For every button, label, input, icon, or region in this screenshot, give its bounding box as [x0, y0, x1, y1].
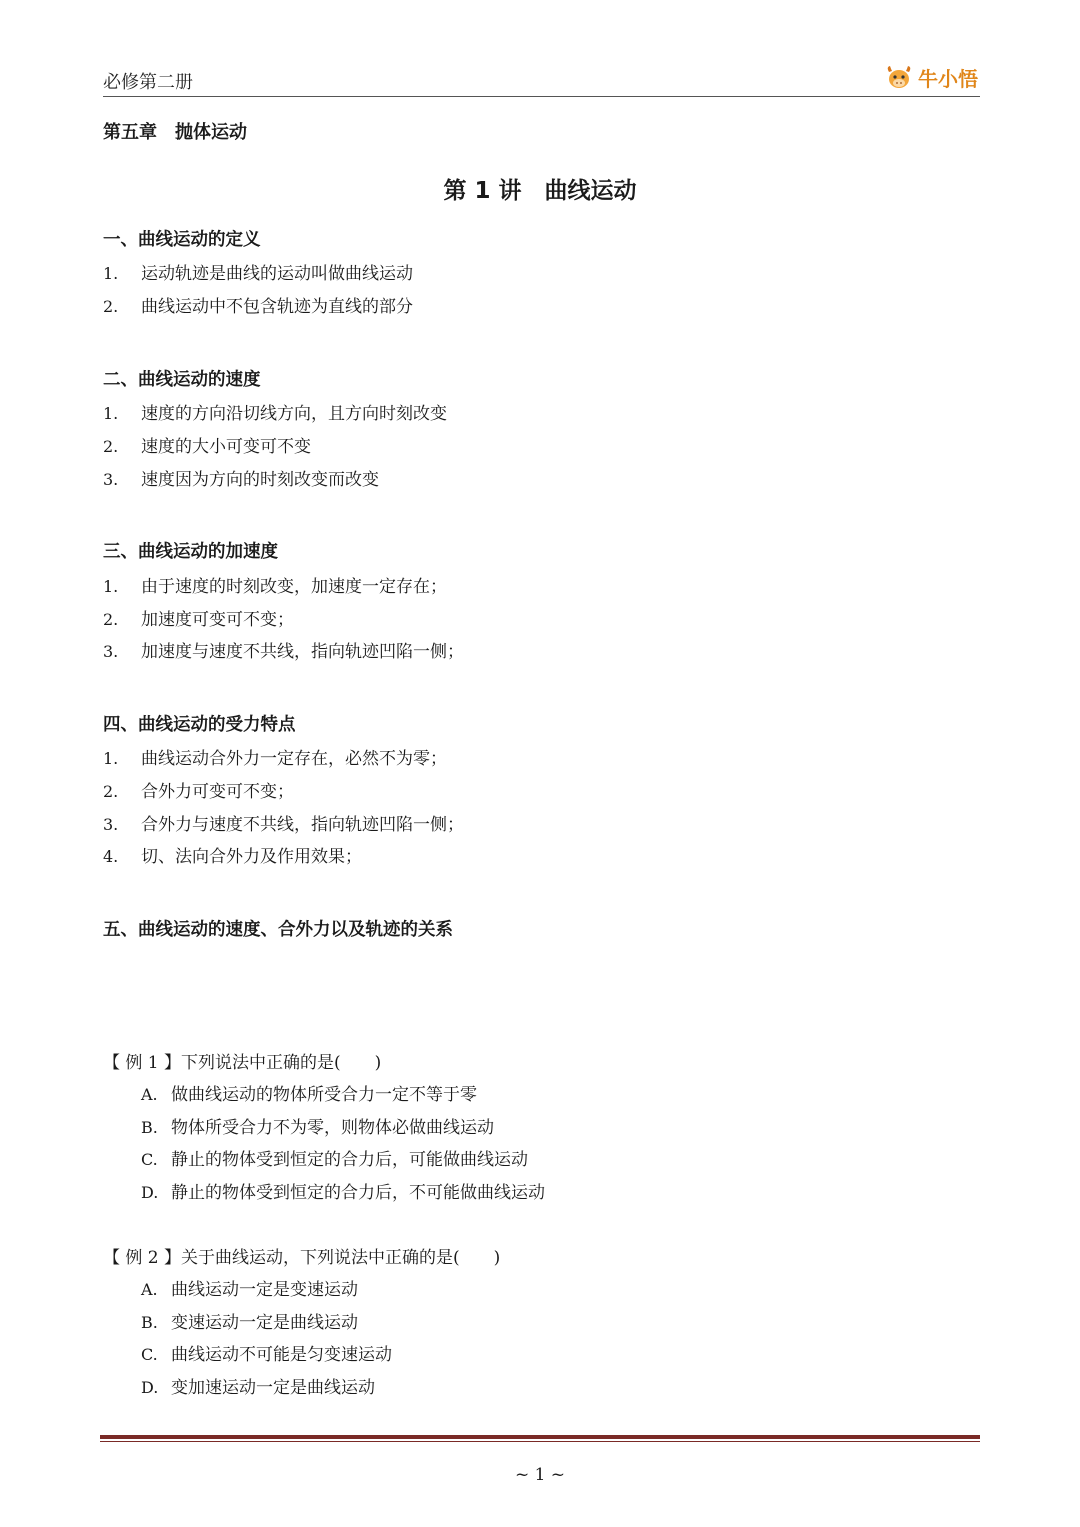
- list-item-number: 1.: [103, 577, 119, 596]
- list-item-number: 3.: [103, 815, 119, 834]
- list-item: [103, 402, 447, 426]
- header-book-title: 必修第二册: [103, 72, 193, 93]
- option-text: 静止的物体受到恒定的合力后，可能做曲线运动: [171, 1150, 528, 1170]
- answer-option: [141, 1083, 477, 1107]
- list-item-text: 速度的大小可变可不变: [141, 437, 311, 457]
- example-question: 【 例 2 】关于曲线运动，下列说法中正确的是( ): [103, 1248, 501, 1268]
- list-item: [103, 845, 362, 869]
- answer-option: [141, 1278, 358, 1302]
- answer-option: [141, 1116, 494, 1140]
- list-item: [103, 747, 447, 771]
- list-item-text: 曲线运动中不包含轨迹为直线的部分: [141, 297, 413, 317]
- list-item-text: 合外力可变可不变；: [141, 782, 294, 802]
- list-item-text: 加速度与速度不共线，指向轨迹凹陷一侧；: [141, 642, 464, 662]
- option-letter: D.: [141, 1183, 159, 1202]
- lecture-title: 第 1 讲 曲线运动: [443, 178, 637, 204]
- option-text: 做曲线运动的物体所受合力一定不等于零: [171, 1085, 477, 1105]
- list-item-number: 4.: [103, 847, 119, 866]
- cow-mascot-icon: [884, 63, 914, 91]
- list-item-number: 2.: [103, 782, 119, 801]
- list-item-text: 速度因为方向的时刻改变而改变: [141, 470, 379, 490]
- list-item-number: 2.: [103, 610, 119, 629]
- list-item: [103, 575, 447, 599]
- option-text: 变速运动一定是曲线运动: [171, 1313, 358, 1333]
- option-text: 变加速运动一定是曲线运动: [171, 1378, 375, 1398]
- brand-logo-text: 牛小悟: [918, 66, 978, 91]
- answer-option: [141, 1181, 545, 1205]
- section-heading: 二、曲线运动的速度: [103, 370, 261, 390]
- list-item-text: 合外力与速度不共线，指向轨迹凹陷一侧；: [141, 815, 464, 835]
- section-heading: 一、曲线运动的定义: [103, 230, 261, 250]
- list-item-number: 2.: [103, 437, 119, 456]
- brand-logo: [884, 62, 978, 92]
- option-letter: A.: [141, 1280, 158, 1299]
- list-item: [103, 813, 464, 837]
- option-letter: B.: [141, 1118, 158, 1137]
- section-heading: 五、曲线运动的速度、合外力以及轨迹的关系: [103, 920, 453, 940]
- option-text: 静止的物体受到恒定的合力后，不可能做曲线运动: [171, 1183, 545, 1203]
- list-item: [103, 295, 413, 319]
- option-text: 曲线运动不可能是匀变速运动: [171, 1345, 392, 1365]
- list-item-text: 运动轨迹是曲线的运动叫做曲线运动: [141, 264, 413, 284]
- list-item: [103, 608, 294, 632]
- chapter-title: 第五章 抛体运动: [103, 122, 247, 143]
- option-letter: C.: [141, 1345, 158, 1364]
- footer-rule: [100, 1435, 980, 1439]
- list-item-text: 由于速度的时刻改变，加速度一定存在；: [141, 577, 447, 597]
- section-heading: 三、曲线运动的加速度: [103, 542, 278, 562]
- page-number: ~ 1 ~: [514, 1465, 566, 1485]
- list-item-number: 1.: [103, 749, 119, 768]
- list-item-number: 1.: [103, 404, 119, 423]
- list-item-text: 曲线运动合外力一定存在，必然不为零；: [141, 749, 447, 769]
- list-item: [103, 780, 294, 804]
- footer-rule-thin: [100, 1441, 980, 1442]
- list-item: [103, 640, 464, 664]
- option-letter: D.: [141, 1378, 159, 1397]
- answer-option: [141, 1376, 375, 1400]
- list-item-number: 3.: [103, 642, 119, 661]
- option-letter: A.: [141, 1085, 158, 1104]
- list-item-number: 2.: [103, 297, 119, 316]
- list-item: [103, 468, 379, 492]
- section-heading: 四、曲线运动的受力特点: [103, 715, 296, 735]
- option-text: 物体所受合力不为零，则物体必做曲线运动: [171, 1118, 494, 1138]
- option-letter: B.: [141, 1313, 158, 1332]
- list-item: [103, 262, 413, 286]
- answer-option: [141, 1343, 392, 1367]
- answer-option: [141, 1311, 358, 1335]
- page-header: [103, 60, 980, 97]
- list-item-number: 3.: [103, 470, 119, 489]
- list-item-text: 加速度可变可不变；: [141, 610, 294, 630]
- option-letter: C.: [141, 1150, 158, 1169]
- list-item: [103, 435, 311, 459]
- list-item-text: 速度的方向沿切线方向，且方向时刻改变: [141, 404, 447, 424]
- option-text: 曲线运动一定是变速运动: [171, 1280, 358, 1300]
- list-item-number: 1.: [103, 264, 119, 283]
- answer-option: [141, 1148, 528, 1172]
- list-item-text: 切、法向合外力及作用效果；: [141, 847, 362, 867]
- example-question: 【 例 1 】下列说法中正确的是( ): [103, 1053, 382, 1073]
